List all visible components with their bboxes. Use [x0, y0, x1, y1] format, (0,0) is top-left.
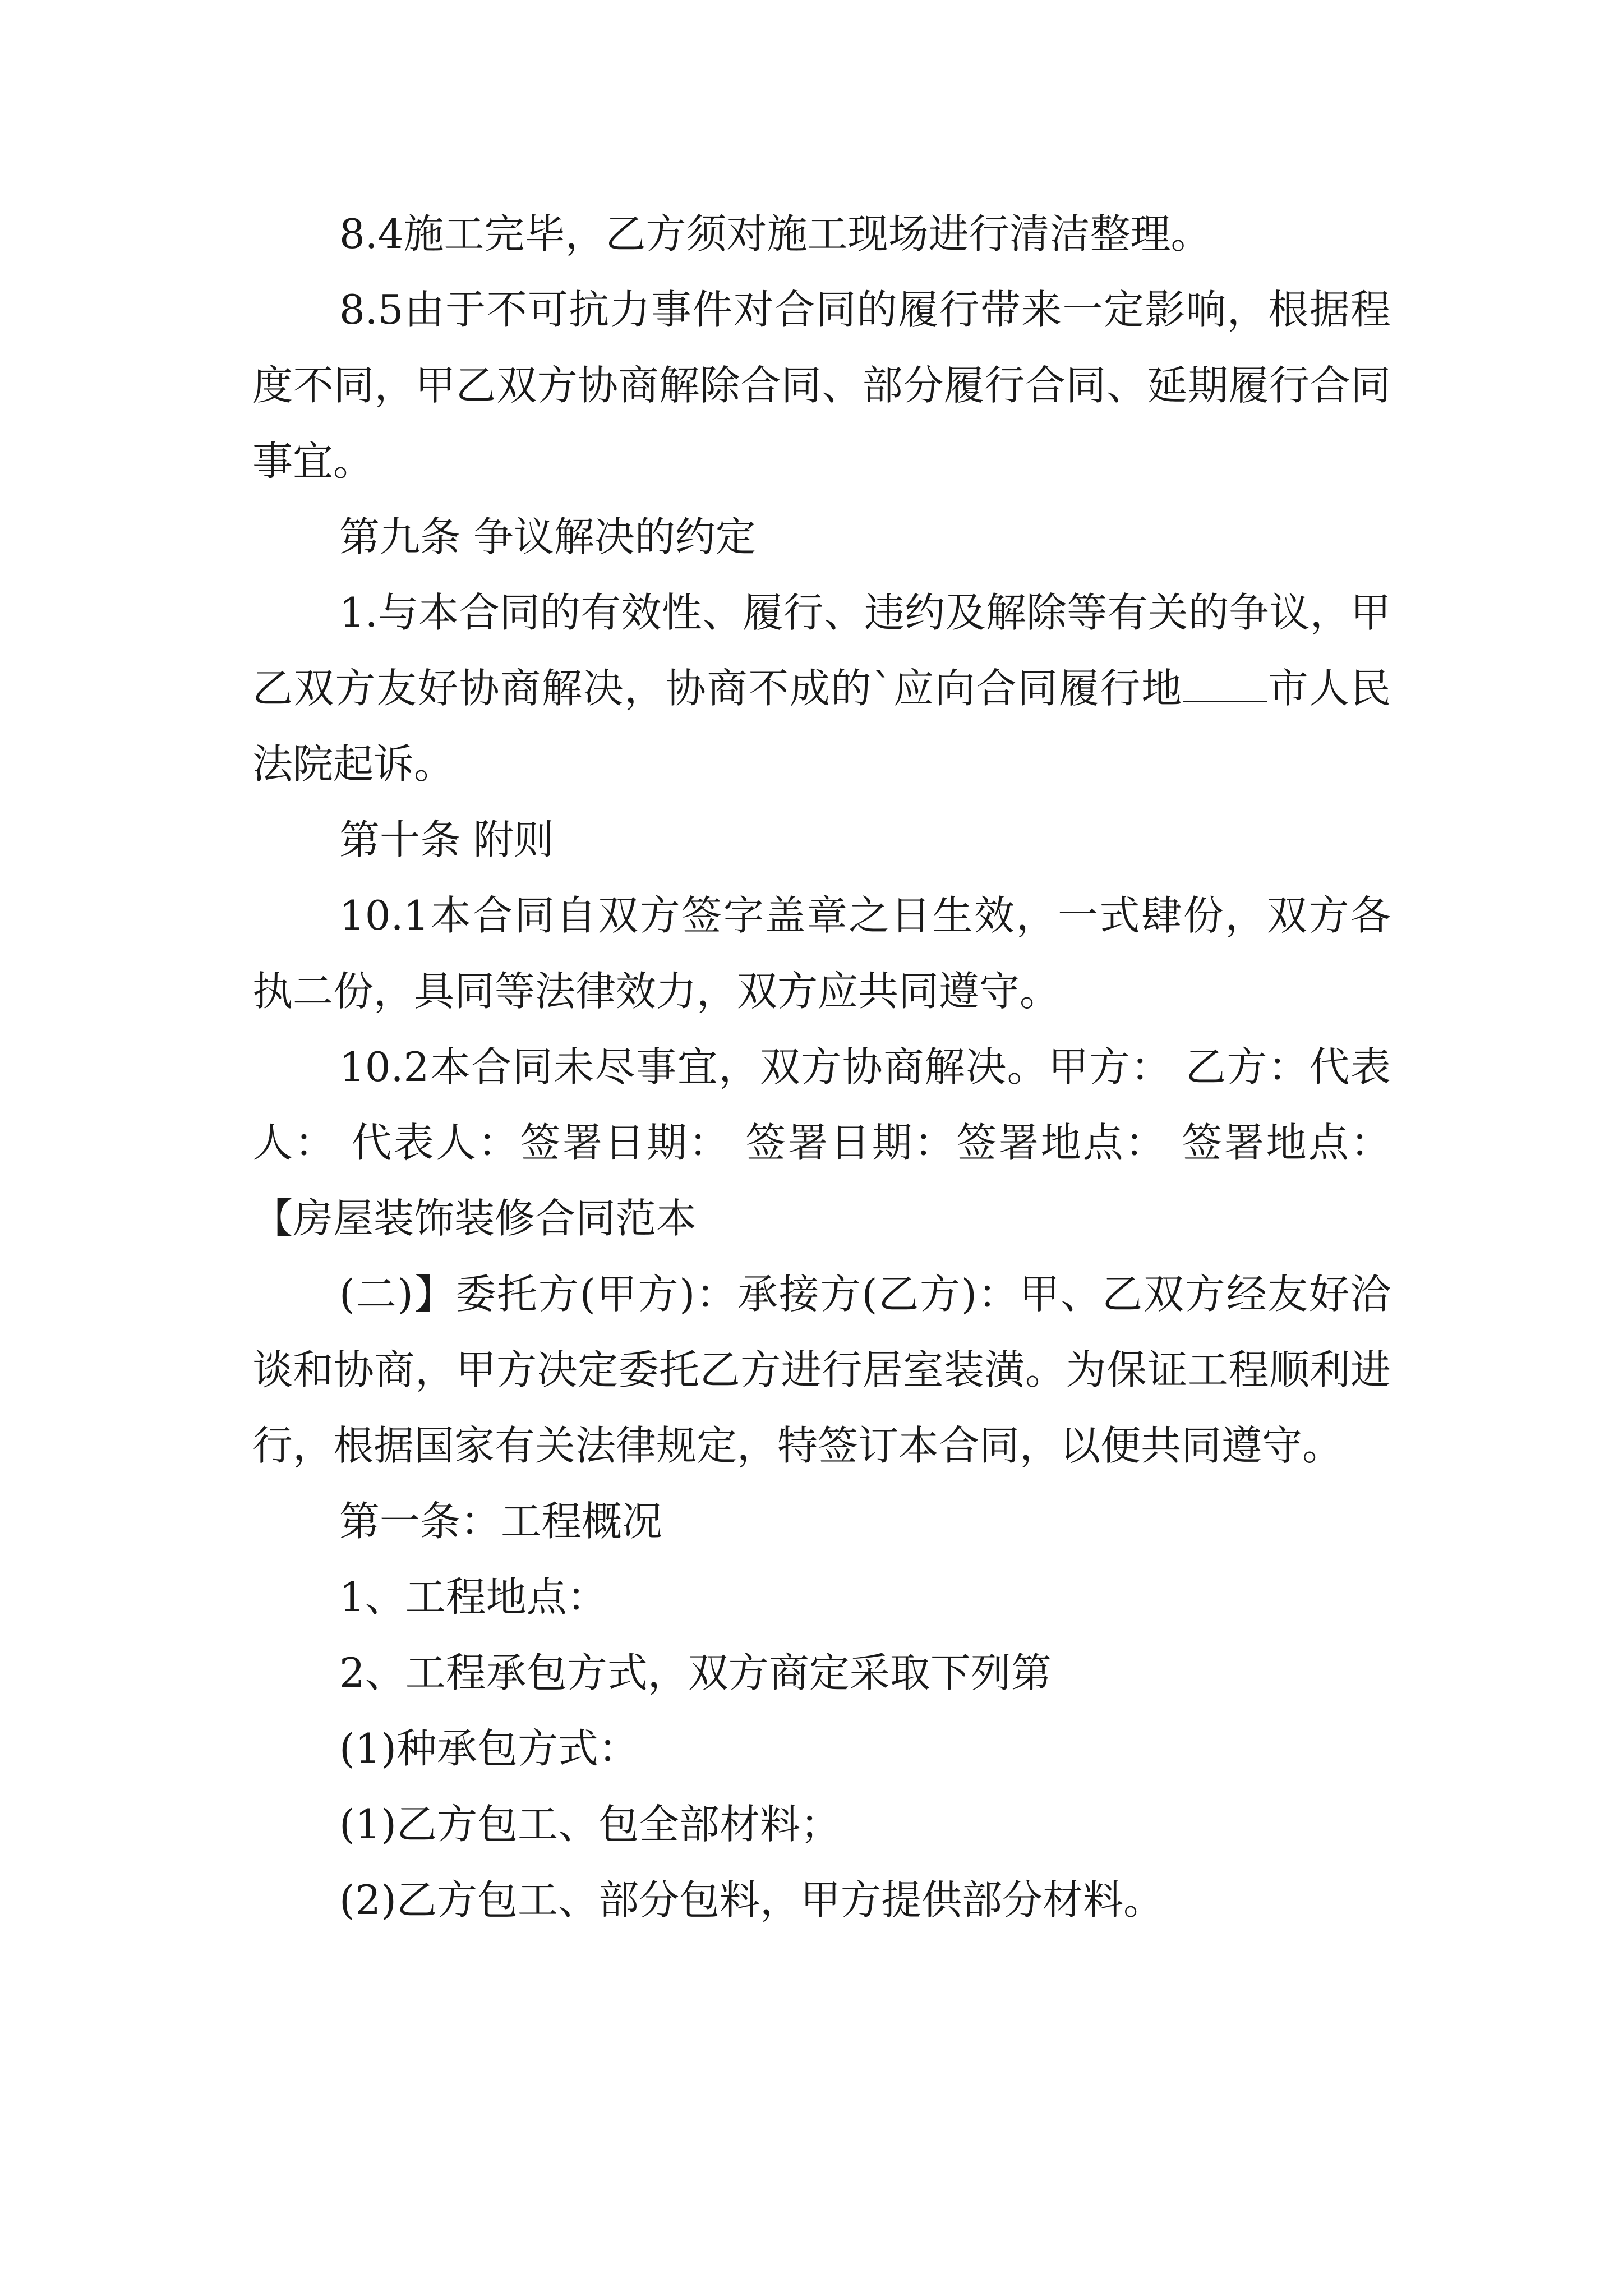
clause-8-4: 8.4施工完毕，乙方须对施工现场进行清洁整理。: [339, 210, 1211, 257]
blank-line: [1183, 661, 1267, 702]
list-item-3: (1)种承包方式：: [339, 1725, 639, 1772]
clause-10-1: 10.1本合同自双方签字盖章之日生效，一式肆份，双方各执二份，具同等法律效力，双方应共同遵守。: [252, 892, 1391, 1015]
article-9-heading: 第九条 争议解决的约定: [339, 513, 756, 560]
list-item-5: (2)乙方包工、部分包料，甲方提供部分材料。: [339, 1876, 1164, 1924]
list-item-1: 1、工程地点：: [339, 1573, 607, 1621]
list-item-2: 2、工程承包方式，双方商定采取下列第: [339, 1649, 1052, 1696]
contract-intro: (二)】委托方(甲方)：承接方(乙方)：甲、乙双方经友好洽谈和协商，甲方决定委托乙方进行居室装潢。为保证工程顺利进行，根据国家有关法律规定，特签订本合同，以便共同遵守。: [252, 1271, 1391, 1469]
clause-9-1-tail: 市人民法院起诉。: [252, 665, 1391, 788]
article-10-heading: 第十条 附则: [339, 816, 554, 863]
article-1-heading: 第一条：工程概况: [339, 1498, 663, 1545]
clause-10-2: 10.2本合同未尽事宜，双方协商解决。甲方： 乙方：代表人： 代表人：签署日期： 签署日期：签署地点： 签署地点：【房屋装饰装修合同范本: [252, 1043, 1391, 1242]
document-page: [252, 196, 1391, 1938]
clause-8-5: 8.5由于不可抗力事件对合同的履行带来一定影响，根据程度不同，甲乙双方协商解除合同、部分履行合同、延期履行合同事宜。: [252, 286, 1391, 485]
clause-9-1: [252, 575, 1391, 802]
clause-9-1-text: 1.与本合同的有效性、履行、违约及解除等有关的争议，甲乙双方友好协商解决，协商不成的`应向合同履行地: [252, 589, 1391, 712]
list-item-4: (1)乙方包工、包全部材料；: [339, 1801, 841, 1848]
